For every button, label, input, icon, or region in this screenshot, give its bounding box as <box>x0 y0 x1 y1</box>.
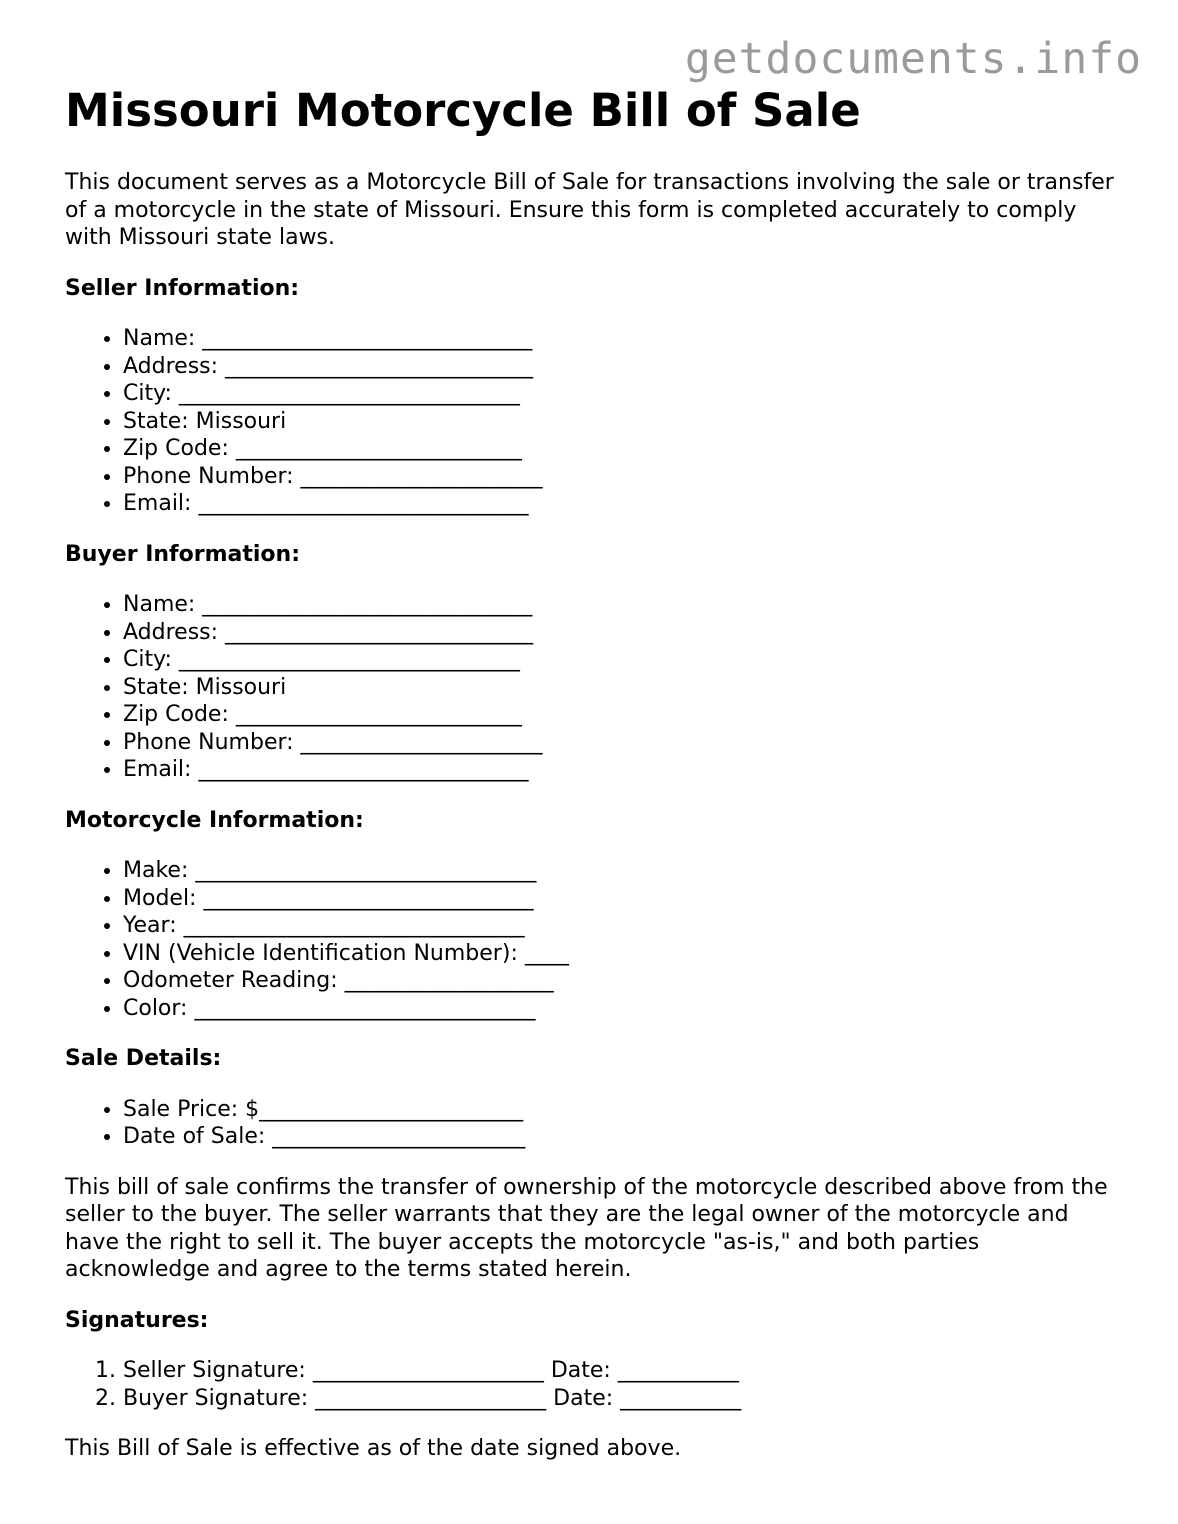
motorcycle-color-field[interactable]: • Color: _______________________________ <box>123 995 1125 1023</box>
motorcycle-make-field[interactable]: • Make: _______________________________ <box>123 857 1125 885</box>
buyer-heading: Buyer Information: <box>65 541 300 567</box>
buyer-zip-field[interactable]: • Zip Code: __________________________ <box>123 701 1125 729</box>
buyer-state: • State: Missouri <box>123 674 1125 702</box>
motorcycle-model-field[interactable]: • Model: ______________________________ <box>123 885 1125 913</box>
watermark: getdocuments.info <box>684 34 1142 84</box>
motorcycle-year-field[interactable]: • Year: _______________________________ <box>123 912 1125 940</box>
seller-heading: Seller Information: <box>65 275 300 301</box>
seller-state: • State: Missouri <box>123 408 1125 436</box>
page-title: Missouri Motorcycle Bill of Sale <box>65 84 861 137</box>
signatures-heading: Signatures: <box>65 1307 209 1333</box>
seller-signature-field[interactable]: 1. Seller Signature: _____________________ Date: ___________ <box>123 1357 1125 1385</box>
buyer-name-field[interactable]: • Name: ______________________________ <box>123 591 1125 619</box>
sale-heading: Sale Details: <box>65 1046 222 1071</box>
document-body <box>65 84 1125 1463</box>
final-statement: This Bill of Sale is effective as of the date signed above. <box>65 1436 682 1461</box>
buyer-city-field[interactable]: • City: _______________________________ <box>123 646 1125 674</box>
sale-list <box>65 1096 1125 1151</box>
buyer-address-field[interactable]: • Address: ____________________________ <box>123 619 1125 647</box>
motorcycle-odometer-field[interactable]: • Odometer Reading: ___________________ <box>123 967 1125 995</box>
motorcycle-vin-field[interactable]: • VIN (Vehicle Identification Number): ____ <box>123 940 1125 968</box>
seller-phone-field[interactable]: • Phone Number: ______________________ <box>123 463 1125 491</box>
buyer-phone-field[interactable]: • Phone Number: ______________________ <box>123 729 1125 757</box>
buyer-signature-field[interactable]: 2. Buyer Signature: _____________________ Date: ___________ <box>123 1385 1125 1413</box>
seller-email-field[interactable]: • Email: ______________________________ <box>123 490 1125 518</box>
seller-city-field[interactable]: • City: _______________________________ <box>123 380 1125 408</box>
sale-price-field[interactable]: • Sale Price: $________________________ <box>123 1096 1125 1124</box>
seller-list <box>65 325 1125 518</box>
buyer-list <box>65 591 1125 784</box>
seller-zip-field[interactable]: • Zip Code: __________________________ <box>123 435 1125 463</box>
intro-paragraph: This document serves as a Motorcycle Bill of Sale for transactions involving the sale or transfer of a motorcycle in the state of Missouri. Ensure this form is completed accurately to comply with Missouri state laws. <box>65 170 1114 250</box>
signatures-list <box>65 1357 1125 1412</box>
seller-name-field[interactable]: • Name: ______________________________ <box>123 325 1125 353</box>
buyer-email-field[interactable]: • Email: ______________________________ <box>123 756 1125 784</box>
closing-paragraph: This bill of sale confirms the transfer of ownership of the motorcycle described above from the seller to the buyer. The seller warrants that they are the legal owner of the motorcycle and have the right to sell it. The buyer accepts the motorcycle "as-is," and both parties acknowledge and agree to the terms stated herein. <box>65 1174 1108 1282</box>
seller-address-field[interactable]: • Address: ____________________________ <box>123 353 1125 381</box>
motorcycle-list <box>65 857 1125 1022</box>
motorcycle-heading: Motorcycle Information: <box>65 807 364 833</box>
sale-date-field[interactable]: • Date of Sale: _______________________ <box>123 1123 1125 1151</box>
